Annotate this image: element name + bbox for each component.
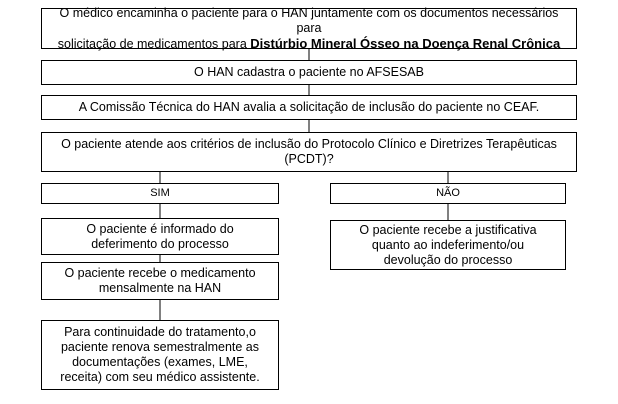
yes-step1-box [41,218,279,255]
no-step1-text: O paciente recebe a justificativa quanto ao indeferimento/ou devolução do processo [359,222,537,267]
yes-step3-text: Para continuidade do tratamento,o paciente renova semestralmente as documentações (exames, LME, receita) com seu médico assistente. [60,325,260,384]
step2-text: O HAN cadastra o paciente no AFSESAB [194,65,424,79]
yes-label: SIM [150,187,170,199]
no-label: NÃO [436,187,460,199]
yes-step2-text: O paciente recebe o medicamento mensalmente na HAN [64,266,256,295]
yes-step1-text: O paciente é informado do deferimento do processo [86,221,234,251]
question-box [41,132,577,172]
yes-label-box [41,183,279,204]
step3-text: A Comissão Técnica do HAN avalia a solicitação de inclusão do paciente no CEAF. [78,100,540,114]
no-step1-box [330,220,566,270]
step2-box [41,60,577,85]
question-text: O paciente atende aos critérios de inclusão do Protocolo Clínico e Diretrizes Terapêuticas (PCDT)? [61,137,557,166]
step1-text-line2-bold: Distúrbio Mineral Ósseo na Doença Renal Crônica [250,35,561,51]
yes-step3-box [41,320,279,390]
yes-step2-box [41,262,279,300]
step3-box [41,95,577,120]
step1-text-line2-prefix: solicitação de medicamentos para [57,36,251,51]
no-label-box [330,183,566,204]
step1-box [41,5,577,51]
step1-text-line1: O médico encaminha o paciente para o HAN juntamente com os documentos necessários para [59,5,559,35]
